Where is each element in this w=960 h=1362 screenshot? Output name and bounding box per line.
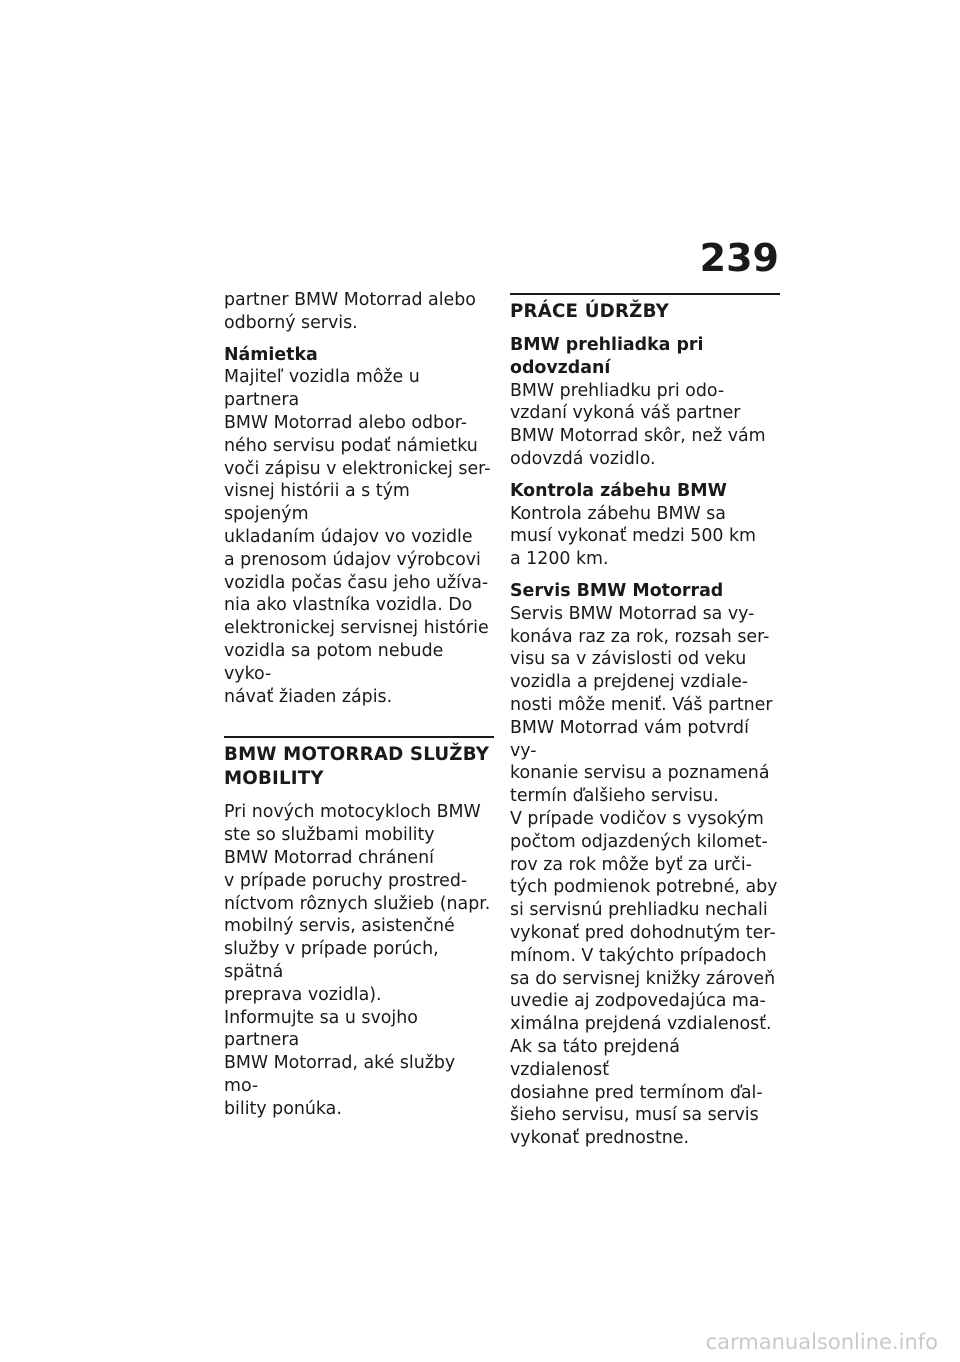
- mobility-body-2: Informujte sa u svojho partnera BMW Motorrad, aké služby mo- bility ponúka.: [224, 1007, 456, 1119]
- break-in-heading: Kontrola zábehu BMW: [510, 480, 727, 501]
- intro-paragraph: partner BMW Motorrad alebo odborný servis.: [224, 290, 476, 333]
- section-rule-mobility: [224, 736, 494, 738]
- break-in-body: Kontrola zábehu BMW sa musí vykonať medzi 500 km a 1200 km.: [510, 503, 756, 570]
- mobility-section-heading: BMW MOTORRAD SLUŽBY MOBILITY: [224, 744, 490, 790]
- maintenance-section-heading: PRÁCE ÚDRŽBY: [510, 301, 670, 322]
- right-column: [510, 293, 780, 1159]
- left-column: [224, 289, 494, 1121]
- mobility-body-1: Pri nových motocykloch BMW ste so službami mobility BMW Motorrad chránení v prípade poruchy prostred- níctvom rôznych služieb (napr. mobilný servis, asistenčné služby v prípade porúch, spätná preprava vozidla).: [224, 802, 491, 1005]
- complaint-block: [224, 344, 494, 709]
- footer-watermark: carmanualsonline.info: [705, 1330, 938, 1354]
- delivery-block: [510, 334, 780, 471]
- complaint-body: Majiteľ vozidla môže u partnera BMW Motorrad alebo odbor- ného servisu podať námietku voči zápisu v elektronickej ser- visnej histórii a s tým spojeným ukladaním údajov vo vozidle a prenosom údajov výrobcovi vozidla počas času jeho užíva- nia ako vlastníka vozidla. Do elektronickej servisnej histórie vozidla sa potom nebude vyko- návať žiaden zápis.: [224, 367, 491, 707]
- page-number: 239: [699, 236, 779, 280]
- delivery-body: BMW prehliadku pri odo- vzdaní vykoná váš partner BMW Motorrad skôr, než vám odovzdá vozidlo.: [510, 380, 766, 469]
- service-body-2: V prípade vodičov s vysokým počtom odjazdených kilomet- rov za rok môže byť za urči- tých podmienok potrebné, aby si servisnú prehliadku nechali vykonať pred dohodnutým ter- mínom. V takýchto prípadoch sa do servisnej knižky zároveň uvedie aj zodpovedajúca ma- ximálna prejdená vzdialenosť. Ak sa táto prejdená vzdialenosť dosiahne pred termínom ďal- šieho servisu, musí sa servis vykonať prednostne.: [510, 808, 778, 1149]
- service-heading: Servis BMW Motorrad: [510, 580, 724, 601]
- delivery-heading: BMW prehliadka pri odovzdaní: [510, 335, 704, 378]
- break-in-block: [510, 480, 780, 571]
- section-rule-maintenance: [510, 293, 780, 295]
- complaint-heading: Námietka: [224, 344, 318, 365]
- service-block: [510, 580, 780, 1150]
- service-body-1: Servis BMW Motorrad sa vy- konáva raz za rok, rozsah ser- visu sa v závislosti od veku vozidla a prejdenej vzdiale- nosti môže meniť. Váš partner BMW Motorrad vám potvrdí vy- konanie servisu a poznamená termín ďalšieho servisu.: [510, 603, 773, 807]
